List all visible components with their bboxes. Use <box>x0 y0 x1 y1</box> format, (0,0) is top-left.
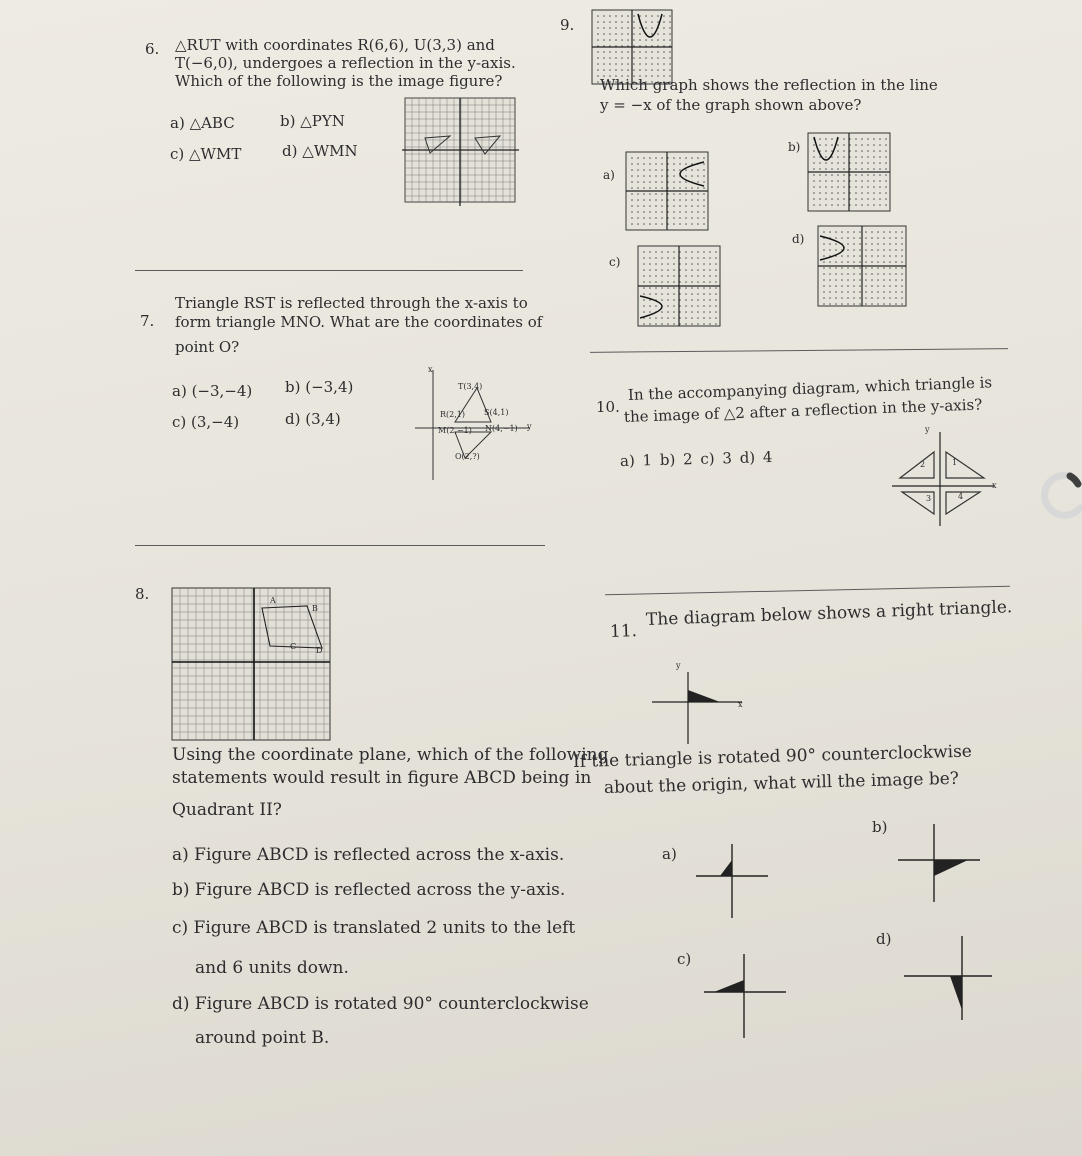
q8-point-D: D <box>316 646 323 655</box>
q11-option-a-graph[interactable] <box>690 840 770 920</box>
q10-triangle-2-label: 2 <box>920 460 926 469</box>
q7-point-S: S(4,1) <box>484 408 509 417</box>
q9-option-a[interactable]: a) <box>603 168 615 182</box>
q11-option-c-graph[interactable] <box>700 950 790 1040</box>
q8-text-line3: Quadrant II? <box>172 800 282 820</box>
q11-text-line2: If the triangle is rotated 90° counterclockwise <box>572 741 973 772</box>
q8-option-a[interactable]: a) Figure ABCD is reflected across the x-axis. <box>172 845 565 865</box>
q7-yaxis-label: y <box>527 422 532 431</box>
q11-option-b-graph[interactable] <box>894 820 984 905</box>
q7-option-c[interactable]: c) (3,−4) <box>172 413 240 431</box>
q7-text-line2: form triangle MNO. What are the coordinates of <box>175 313 543 331</box>
q9-option-b-graph[interactable] <box>808 133 892 213</box>
q9-option-c-graph[interactable] <box>638 246 722 328</box>
q10-diagram <box>888 428 998 528</box>
q7-point-T: T(3,4) <box>458 382 483 391</box>
q8-point-C: C <box>290 642 297 651</box>
q11-option-d[interactable]: d) <box>876 930 892 948</box>
q7-point-M: M(2,−1) <box>438 426 472 435</box>
q10-y-axis-label: y <box>925 425 930 434</box>
q7-number: 7. <box>140 312 155 330</box>
q6-coordinate-grid <box>405 98 525 208</box>
q10-number: 10. <box>596 398 620 416</box>
q11-option-c[interactable]: c) <box>677 950 692 968</box>
q8-number: 8. <box>135 585 150 603</box>
q8-point-B: B <box>312 604 318 613</box>
q8-point-A: A <box>270 596 276 605</box>
q11-text-line1: The diagram below shows a right triangle. <box>645 597 1013 630</box>
q11-option-b[interactable]: b) <box>872 818 888 836</box>
q6-option-c[interactable]: c) △WMT <box>170 145 242 163</box>
divider <box>135 545 545 546</box>
q10-triangle-3-label: 3 <box>926 494 932 503</box>
q11-y-axis-label: y <box>676 661 681 670</box>
divider <box>135 270 523 271</box>
q6-text-line3: Which of the following is the image figure? <box>175 72 503 90</box>
q8-option-d-cont: around point B. <box>195 1028 330 1048</box>
q7-axis-label: x <box>428 365 433 374</box>
q6-option-a[interactable]: a) △ABC <box>170 114 235 132</box>
q8-text-line2: statements would result in figure ABCD being in <box>172 768 592 788</box>
q6-text-line2: T(−6,0), undergoes a reflection in the y-axis. <box>175 54 516 72</box>
q11-option-a[interactable]: a) <box>662 845 677 863</box>
q8-option-c-cont: and 6 units down. <box>195 958 349 978</box>
q10-triangle-4-label: 4 <box>958 492 964 501</box>
divider <box>590 348 1008 353</box>
q7-point-O: O(2,?) <box>455 452 480 461</box>
q7-option-d[interactable]: d) (3,4) <box>285 410 341 428</box>
loading-spinner-icon <box>1040 470 1082 518</box>
q8-option-d[interactable]: d) Figure ABCD is rotated 90° counterclockwise <box>172 994 589 1014</box>
q7-text-line3: point O? <box>175 338 240 356</box>
q9-option-d-graph[interactable] <box>818 226 908 308</box>
q7-option-a[interactable]: a) (−3,−4) <box>172 382 253 400</box>
q10-answer-options[interactable]: a) 1 b) 2 c) 3 d) 4 <box>619 448 773 470</box>
q9-original-graph <box>592 10 674 86</box>
q11-text-line1-number: 11. <box>609 621 638 642</box>
q8-option-b[interactable]: b) Figure ABCD is reflected across the y-axis. <box>172 880 566 900</box>
q9-number: 9. <box>560 16 575 34</box>
q9-option-b[interactable]: b) <box>788 140 801 154</box>
q9-text-line2: y = −x of the graph shown above? <box>600 96 862 114</box>
q6-option-b[interactable]: b) △PYN <box>280 112 345 130</box>
q9-text-line1: Which graph shows the reflection in the line <box>600 76 938 94</box>
q11-option-d-graph[interactable] <box>900 932 995 1022</box>
q10-text-line1: In the accompanying diagram, which triangle is <box>627 373 993 404</box>
q8-option-c[interactable]: c) Figure ABCD is translated 2 units to the left <box>172 918 576 938</box>
q11-x-axis-label: x <box>738 700 743 709</box>
q7-point-R: R(2,1) <box>440 410 465 419</box>
q9-option-c[interactable]: c) <box>609 255 621 269</box>
q10-triangle-1-label: 1 <box>952 458 958 467</box>
q7-point-N: N(4,−1) <box>485 424 518 433</box>
q9-option-a-graph[interactable] <box>626 152 710 232</box>
q10-x-axis-label: x <box>992 481 997 490</box>
q9-option-d[interactable]: d) <box>792 232 805 246</box>
q7-text-line1: Triangle RST is reflected through the x-axis to <box>175 294 528 312</box>
q10-text-line2: the image of △2 after a reflection in the y-axis? <box>623 395 983 426</box>
divider <box>605 586 1010 595</box>
q11-right-triangle-diagram <box>648 662 748 748</box>
q7-option-b[interactable]: b) (−3,4) <box>285 378 354 396</box>
q8-text-line1: Using the coordinate plane, which of the following <box>172 745 609 765</box>
q11-text-line3: about the origin, what will the image be? <box>603 768 960 798</box>
q6-text-line1: △RUT with coordinates R(6,6), U(3,3) and <box>175 36 495 54</box>
q8-coordinate-grid <box>172 588 334 743</box>
q6-number: 6. <box>145 40 160 58</box>
q6-option-d[interactable]: d) △WMN <box>282 142 358 160</box>
